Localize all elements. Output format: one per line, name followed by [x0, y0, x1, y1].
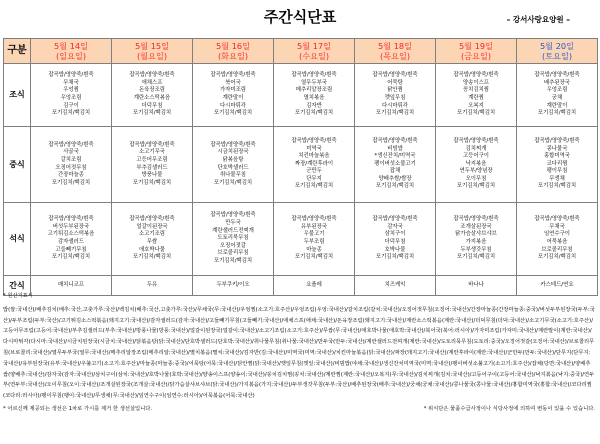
menu-item: 임연수구이: [543, 231, 571, 238]
meal-label: 조식: [4, 64, 31, 127]
menu-item: 잡곡밥/영양죽/흰죽: [453, 216, 499, 223]
menu-item: 콩나물국: [546, 145, 568, 152]
menu-item: 우엉조림: [546, 87, 568, 94]
menu-cell: [112, 127, 193, 203]
menu-item: 포기김치/백김치: [132, 254, 172, 261]
menu-cell: [112, 203, 193, 276]
meal-label: 중식: [4, 127, 31, 203]
menu-cell: [274, 127, 355, 203]
snack-cell: 카스테드/연요: [517, 276, 598, 296]
menu-item: 다시마튀각: [219, 102, 247, 109]
menu-item: 단호박샐러드: [217, 164, 249, 171]
menu-item: 포기김치/백김치: [375, 183, 415, 190]
menu-item: 포기김치/백김치: [51, 179, 91, 186]
menu-item: 열무두부국: [300, 79, 328, 86]
day-weekday: (토요일): [541, 51, 573, 61]
menu-item: 가자미조림: [219, 87, 247, 94]
menu-item: 두부조림: [303, 239, 325, 245]
menu-cell: [112, 64, 193, 127]
menu-item: 김구이: [63, 102, 79, 109]
day-header: [112, 39, 193, 64]
menu-item: 고기튀김소스떡볶음: [47, 231, 95, 238]
menu-item: 어묵볶음: [546, 239, 568, 245]
menu-cell: [31, 203, 112, 276]
menu-cell: [193, 127, 274, 203]
menu-item: 애호박나물: [138, 246, 166, 253]
menu-item: 고등어무조림: [136, 156, 168, 163]
menu-cell: [436, 64, 517, 127]
snack-cell: 두유: [112, 276, 193, 296]
menu-item: 간장마늘종: [57, 172, 85, 179]
menu-item: 포기김치/백김치: [132, 110, 172, 117]
menu-cell: [355, 203, 436, 276]
menu-item: 포기김치/백김치: [375, 110, 415, 117]
menu-cell: [517, 203, 598, 276]
menu-item: 잡곡밥/영양죽/흰죽: [210, 141, 256, 148]
menu-cell: [355, 64, 436, 127]
menu-item: 돈육장조림: [138, 87, 166, 94]
menu-item: 잡곡밥/영양죽/흰죽: [372, 216, 418, 223]
day-header: [274, 39, 355, 64]
day-weekday: (화요일): [217, 51, 249, 61]
menu-item: 더덕무침: [141, 102, 163, 109]
menu-item: 포기김치/백김치: [213, 257, 253, 264]
menu-item: 짜장/계란후라이: [294, 160, 334, 167]
menu-item: 포기김치/백김치: [456, 254, 496, 261]
menu-item: 잡곡밥/영양죽/흰죽: [453, 72, 499, 79]
menu-item: 포기김치/백김치: [537, 254, 577, 261]
menu-item: 양송이스프: [462, 79, 490, 86]
header-row: [4, 39, 598, 64]
menu-item: 감자샐러드: [57, 239, 85, 245]
menu-item: 우불고기: [303, 231, 325, 238]
day-date: 5월 20일: [539, 41, 575, 51]
menu-cell: [274, 203, 355, 276]
notes-heading: * 원산지표시: [3, 293, 33, 299]
menu-item: 오징어젓갈: [219, 242, 247, 249]
menu-item: 코다리찜: [546, 160, 568, 167]
menu-item: 잡곡밥/영양죽/흰죽: [291, 137, 337, 144]
day-date: 5월 19일: [458, 41, 494, 51]
day-date: 5월 14일: [53, 41, 89, 51]
menu-item: 브로콜리무침: [541, 246, 573, 253]
menu-item: 군만두: [306, 168, 322, 175]
menu-item: 잡곡밥/영양죽/흰죽: [372, 72, 418, 79]
menu-item: 배추된장국: [543, 79, 571, 86]
menu-item: 포기김치/백김치: [537, 183, 577, 190]
menu-item: 소고기무국: [138, 149, 166, 156]
menu-item: 연두부/양념장: [459, 168, 493, 175]
menu-item: 브로콜리무침: [217, 250, 249, 257]
menu-cell: [193, 64, 274, 127]
menu-item: 홍합미역국: [543, 153, 571, 160]
menu-item: 잡곡밥/영양죽/흰죽: [534, 137, 580, 144]
menu-item: 잡곡밥/영양죽/흰죽: [534, 216, 580, 223]
facility-name: – 강서사랑요양원 –: [506, 15, 570, 24]
menu-item: 무쌈: [146, 239, 158, 245]
snack-cell: 두부쿠키/이오: [193, 276, 274, 296]
menu-item: 계란말이: [546, 102, 568, 109]
menu-item: 닭안찜: [387, 87, 403, 94]
day-weekday: (수요일): [298, 51, 330, 61]
menu-item: 포기김치/백김치: [537, 110, 577, 117]
menu-item: 고등어구이: [462, 153, 490, 160]
menu-item: 잡곡밥/영양죽/흰죽: [372, 137, 418, 144]
menu-item: 포기김치/백김치: [375, 254, 415, 261]
menu-cell: [355, 127, 436, 203]
menu-item: 잡곡밥/영양죽/흰죽: [453, 137, 499, 144]
menu-item: 포기김치/백김치: [213, 110, 253, 117]
menu-item: 고들빼기무침: [55, 246, 87, 253]
gubun-label: 구분: [4, 39, 31, 64]
menu-item: 무생채: [549, 175, 565, 182]
day-weekday: (월요일): [136, 51, 168, 61]
menu-item: 멸치볶음: [303, 95, 325, 101]
menu-item: 북어국: [225, 79, 241, 86]
snack-cell: 치즈케익: [355, 276, 436, 296]
origin-list: 밥(쌀:국내산)/배추김치(배추:국산,고춧가루:국산)/백김치(배추:국산,고춧가루:국산)/무채국(무:국내산)/우엉찜(소고기:호주산)/우엉조림(우엉:국내산)/갈치조림(갈치:국내산)/오징어젓무침(오징어:국내산)/간장마늘종(간장마늘종:중국)/버섯두부된장국(두부:국산)/두부조림(두부:국산)/고기튀김소스떡볶음(돼지고기:국내산)/감자샐러드(감자:국내산)/고들빼기무침(고들빼기:국내산)/애채스프(애채:국내산)/돈육장조림(돼지고기:국내산)/계란소스떡볶음(계란:국내산)/더덕무침(더덕:국내산)/소고기무국(소고기:호주산)/고등어무조림(고등어:국내산)/부추김샐러드(부추:국내산)/방풍나물(방풍:국내산)/얼갈이된장국(얼갈이:국내산)/소고기조림(소고기:호주산)/무쌈(무:국내산)/애호박나물(애호박:국내산)/북어국(북어:러시아)/가자미조림(가자미:국내산)/계란말이(계란:국내산)/다시마튀각(다시마:국내산)/시금치된장국(시금치:국내산)/닭볶음탕(닭:국내산)/단호박샐러드(단호박:국내산)/취나물무침(취나물:국내산)/만두국(만두:국내산)/계란샐러드전찌개(계란:국내산)/도토리묵무침(도토리:중국)/오징어젓갈(오징어:국내산)/브로콜리무침(브로콜리:국내산)/열무두부국(열무:국내산)/메추리알장조림(메추리알:국내산)/멸치볶음(멸치:국내산)/김자반(김:국내산)/미역국(미역:국내산)/치킨마늘볶음(닭:국내산)/짜장(돼지고기:국내산)/계란후라이(계란:국내산)/군만두(만두:국내산)/단무지(단무지:국내산)/유부된장국(유부:국내산)/우불고기(소고기:호주산)/마늘종(마늘종:중국)/어묵탕(어묵:국내산)/닭안찜(닭:국내산)/깻잎무침(깻잎:국내산)/비빔밥(야채:국내산)/생신잔치미역국(미역:국내산)/팽이버섯소불고기(소고기:호주산)/잡채(당면:국내산)/양배추쌈(양배추:국내산)/감자국(감자:국내산)/삼치구이(삼치:국내산)/호박나물(호박:국내산)/양송이스프(양송이:국내산)/꽁치김치찜(꽁치:국내산)/계란찜(계란:국내산)/오복지(무:국내산)/김치찌개(김치:국내산)/고등어구이(고등어:국내산)/낙지볶음(낙지:중국)/연두부(연두부:국내산)/오이무침(오이:국내산)/조개살된장국(조개살:국내산)/닭가슴살샤브샤브(닭:국내산)/가지볶음(가지:국내산)/두부생갓무침(두부:국산)/배추된장국(배추:국내산)/궁채(궁채:국내산)/콩나물국(콩나물:국내산)/홍합미역국(홍합:국내산)/코다리찜(코다리:러시아)/팽이무침(팽이:국내산)/무생채(무:국내산)/임연수구이(임연수:러시아)/어묵볶음(어묵:국내산): [3, 306, 595, 400]
menu-item: 단무지: [306, 175, 322, 182]
menu-item: 계란찜: [468, 95, 484, 101]
menu-item: 치킨마늘볶음: [298, 153, 330, 160]
menu-item: 애채스프: [141, 79, 163, 86]
weekly-menu-table: [3, 38, 598, 296]
meal-row: [4, 203, 598, 276]
menu-item: 낙지볶음: [465, 160, 487, 167]
menu-item: 포기김치/백김치: [294, 254, 334, 261]
menu-item: 두부생갓무침: [460, 246, 492, 253]
menu-item: 계란말이: [222, 95, 244, 101]
menu-item: 닭볶음탕: [222, 156, 244, 163]
menu-item: 방풍나물: [141, 172, 163, 179]
day-weekday: (금요일): [460, 51, 492, 61]
menu-item: 포기김치/백김치: [213, 179, 253, 186]
page-title: 주간식단표: [263, 8, 337, 26]
menu-item: 버섯두부된장국: [52, 223, 90, 230]
header: [0, 0, 600, 36]
day-date: 5월 15일: [134, 41, 170, 51]
menu-item: 미역국: [306, 145, 322, 152]
menu-item: 포기김치/백김치: [132, 179, 172, 186]
menu-item: 소고기조림: [138, 231, 166, 238]
menu-item: 팽이무침: [546, 168, 568, 175]
menu-item: 우엉조림: [60, 95, 82, 101]
menu-item: 잡곡밥/영양죽/흰죽: [129, 72, 175, 79]
day-header: [436, 39, 517, 64]
menu-item: 시금치된장국: [217, 149, 249, 156]
menu-item: 유부된장국: [300, 223, 328, 230]
menu-item: 다시마튀각: [381, 102, 409, 109]
menu-cell: [517, 64, 598, 127]
menu-item: 가지볶음: [465, 239, 487, 245]
menu-item: 무채국: [63, 79, 79, 86]
menu-item: 포기김치/백김치: [51, 110, 91, 117]
day-header: [193, 39, 274, 64]
meal-row: [4, 64, 598, 127]
menu-cell: [436, 203, 517, 276]
menu-item: 팽이버섯소불고기: [374, 160, 416, 167]
menu-item: 닭가슴살샤브샤브: [455, 231, 497, 238]
menu-item: 마늘종: [306, 246, 322, 253]
menu-item: *생신잔치/미역국: [374, 153, 416, 160]
menu-item: 양배추쌈/쌈장: [378, 175, 412, 182]
snack-cell: 바나나: [436, 276, 517, 296]
menu-item: 비빔밥: [387, 145, 403, 152]
menu-item: 만두국: [225, 220, 241, 227]
menu-item: 어묵탕: [387, 79, 403, 86]
menu-item: 포기김치/백김치: [456, 110, 496, 117]
menu-item: 삼치구이: [384, 231, 406, 238]
menu-item: 오복지: [468, 102, 484, 109]
menu-item: 포기김치/백김치: [51, 254, 91, 261]
menu-cell: [274, 64, 355, 127]
menu-item: 포기김치/백김치: [294, 110, 334, 117]
day-date: 5월 16일: [215, 41, 251, 51]
day-header: [517, 39, 598, 64]
menu-item: 계란소스떡볶음: [133, 95, 171, 101]
menu-item: 더덕무침: [384, 239, 406, 245]
menu-item: 잡채: [389, 168, 401, 175]
snack-cell: 매치니코프: [31, 276, 112, 296]
day-weekday: (목요일): [379, 51, 411, 61]
day-weekday: (일요일): [55, 51, 87, 61]
snack-cell: 요플레: [274, 276, 355, 296]
menu-cell: [517, 127, 598, 203]
menu-item: 잡곡밥/영양죽/흰죽: [534, 72, 580, 79]
meal-label: 석식: [4, 203, 31, 276]
menu-item: 부추김샐러드: [136, 164, 168, 171]
menu-item: 잡곡밥/영양죽/흰죽: [48, 216, 94, 223]
menu-item: 메추리알장조림: [295, 87, 333, 94]
menu-item: 잡곡밥/영양죽/흰죽: [129, 141, 175, 148]
menu-item: 꽁치김치찜: [462, 87, 490, 94]
menu-item: 계란샐러드전찌개: [212, 227, 254, 234]
origin-notes: [3, 291, 595, 439]
menu-cell: [31, 127, 112, 203]
menu-item: 취나물무침: [219, 172, 247, 179]
menu-item: 우엉찜: [63, 87, 79, 94]
menu-item: 도토리묵무침: [217, 235, 249, 242]
menu-item: 잡곡밥/영양죽/흰죽: [291, 216, 337, 223]
menu-item: 잡곡밥/영양죽/흰죽: [48, 72, 94, 79]
menu-item: 오이무침: [465, 175, 487, 182]
menu-item: 잡곡밥/영양죽/흰죽: [48, 141, 94, 148]
menu-item: 얼갈이된장국: [136, 223, 168, 230]
fish-note: * 어르신께 제공되는 생선은 1차로 가시를 제거 한 생선살입니다.: [3, 405, 153, 412]
menu-item: 호박나물: [384, 246, 406, 253]
menu-item: 무채국: [549, 223, 565, 230]
meal-row: [4, 127, 598, 203]
change-note: * 위식단은 물품수급사정이나 식당사정에 의하여 변동이 있을 수 있습니다.: [423, 405, 595, 412]
menu-item: 오징어젓무침: [55, 164, 87, 171]
menu-item: 조개살된장국: [460, 223, 492, 230]
menu-item: 김치찌개: [465, 145, 487, 152]
menu-item: 사골국: [63, 149, 79, 156]
menu-cell: [31, 64, 112, 127]
snack-label: 간식: [4, 276, 31, 296]
day-header: [355, 39, 436, 64]
menu-item: 깻잎무침: [384, 95, 406, 101]
menu-item: 김자반: [306, 102, 322, 109]
day-header: [31, 39, 112, 64]
menu-cell: [436, 127, 517, 203]
menu-item: 잡곡밥/영양죽/흰죽: [210, 212, 256, 219]
menu-item: 잡곡밥/영양죽/흰죽: [210, 72, 256, 79]
menu-item: 감자국: [387, 223, 403, 230]
day-date: 5월 18일: [377, 41, 413, 51]
menu-item: 포기김치/백김치: [456, 183, 496, 190]
menu-item: 갈치조림: [60, 156, 82, 163]
menu-item: 궁채: [551, 95, 563, 101]
menu-item: 잡곡밥/영양죽/흰죽: [291, 72, 337, 79]
day-date: 5월 17일: [296, 41, 332, 51]
menu-cell: [193, 203, 274, 276]
menu-item: 포기김치/백김치: [294, 183, 334, 190]
menu-item: 잡곡밥/영양죽/흰죽: [129, 216, 175, 223]
